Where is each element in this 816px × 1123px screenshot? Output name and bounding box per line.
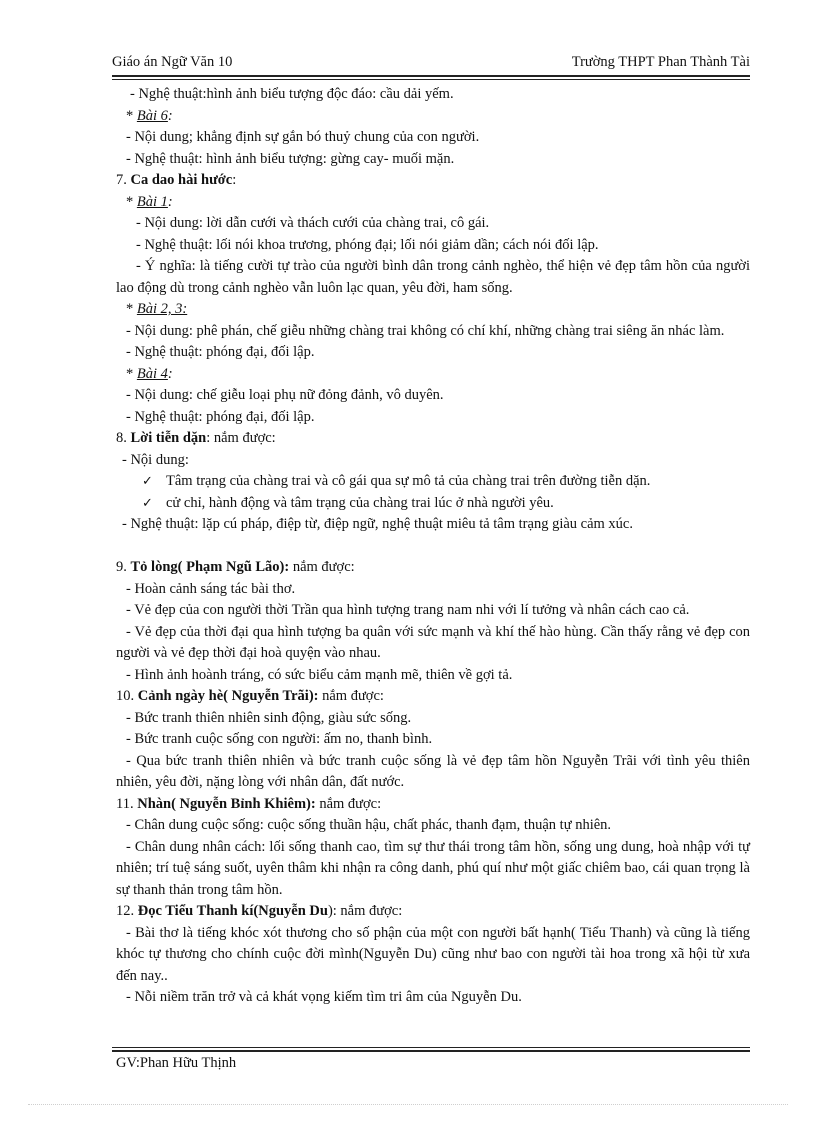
line: - Nội dung; khẳng định sự gắn bó thuỷ chung của con người. (126, 129, 480, 145)
paragraph: - Vẻ đẹp của thời đại qua hình tượng ba quân với sức mạnh và khí thế hào hùng. Cần thấy rằng vẻ đẹp con người và vẻ đẹp thời đại hoà quyện vào nhau. (116, 623, 750, 661)
checklist-item: ✓ cử chỉ, hành động và tâm trạng của chàng trai lúc ở nhà người yêu. (116, 493, 750, 515)
paragraph: - Bài thơ là tiếng khóc xót thương cho số phận của một con người bất hạnh( Tiểu Thanh) và cũng là tiếng khóc tự thương cho chính cuộc đời mình(Nguyễn Du) cũng như bao con người tài hoa trong xã hội từ xưa đến nay.. (116, 924, 750, 984)
document-body (116, 84, 750, 1009)
subheading: * Bài 6: (126, 107, 173, 124)
paragraph: - Ý nghĩa: là tiếng cười tự trào của người bình dân trong cảnh nghèo, thể hiện vẻ đẹp tâm hồn của người lao động dù trong cảnh nghèo vẫn luôn lạc quan, yêu đời, ham sống. (116, 258, 750, 296)
paragraph: - Vẻ đẹp của con người thời Trần qua hình tượng trang nam nhi với lí tưởng và nhân cách cao cả. (126, 602, 690, 618)
section-heading: 8. Lời tiễn dặn: nắm được: (116, 430, 276, 446)
check-icon: ✓ (142, 495, 153, 511)
line: - Nghệ thuật: phóng đại, đối lập. (126, 344, 315, 360)
line: - Bức tranh thiên nhiên sinh động, giàu sức sống. (126, 709, 412, 726)
spacer (116, 536, 750, 558)
header-right: Trường THPT Phan Thành Tài (571, 54, 750, 70)
paragraph: - Nội dung: phê phán, chế giễu những chàng trai không có chí khí, những chàng trai siêng ăn nhác làm. (126, 322, 725, 339)
line: - Nỗi niềm trăn trở và cả khát vọng kiếm tìm tri âm của Nguyễn Du. (126, 989, 522, 1005)
line: - Nghệ thuật: hình ảnh biểu tượng: gừng cay- muối mặn. (126, 150, 455, 167)
paragraph: - Chân dung nhân cách: lối sống thanh cao, tìm sự thư thái trong tâm hồn, sống ung dung, hoà nhập với tự nhiên; trí tuệ sáng suốt, uyên thâm khi nhận ra công danh, phú quí như một giấc chiêm bao, cái quan trọng là sự thanh thản trong tâm hồn. (116, 838, 750, 898)
line: - Nghệ thuật: phóng đại, đối lập. (126, 408, 315, 425)
page-footer: GV:Phan Hữu Thịnh (116, 1055, 237, 1071)
line: - Hình ảnh hoành tráng, có sức biểu cảm mạnh mẽ, thiên về gợi tả. (126, 666, 513, 683)
section-heading: 9. Tỏ lòng( Phạm Ngũ Lão): nắm được: (116, 559, 355, 575)
check-icon: ✓ (142, 474, 153, 489)
line: - Nghệ thuật: lối nói khoa trương, phóng đại; lối nói giảm dần; cách nói đối lập. (136, 236, 599, 253)
footer-rule-thin (112, 1047, 750, 1048)
line: - Nghệ thuật: lặp cú pháp, điệp từ, điệp ngữ, nghệ thuật miêu tả tâm trạng giàu cảm xúc. (122, 516, 633, 532)
header-left: Giáo án Ngữ Văn 10 (112, 54, 233, 70)
header-rule (112, 75, 750, 77)
subheading: * Bài 2, 3: (126, 301, 188, 317)
subheading: * Bài 4: (126, 365, 173, 382)
line: - Nội dung: (122, 451, 189, 468)
page-header (112, 54, 750, 71)
page-break-line (28, 1104, 788, 1105)
line: - Nghệ thuật:hình ảnh biểu tượng độc đáo: cầu dải yếm. (130, 86, 454, 102)
footer-rule (112, 1050, 750, 1052)
line: - Chân dung cuộc sống: cuộc sống thuần hậu, chất phác, thanh đạm, thuận tự nhiên. (126, 817, 612, 833)
line: - Bức tranh cuộc sống con người: ấm no, thanh bình. (126, 731, 433, 747)
paragraph: - Qua bức tranh thiên nhiên và bức tranh cuộc sống là vẻ đẹp tâm hồn Nguyễn Trãi với tình yêu thiên nhiên, yêu đời, nặng lòng với nhân dân, đất nước. (116, 752, 750, 790)
line: - Hoàn cảnh sáng tác bài thơ. (126, 580, 296, 597)
header-rule-thin (112, 79, 750, 80)
line: - Nội dung: chế giễu loại phụ nữ đỏng đảnh, vô duyên. (126, 387, 444, 403)
section-heading: 10. Cảnh ngày hè( Nguyễn Trãi): nắm được: (116, 688, 384, 704)
checklist-item: ✓ Tâm trạng của chàng trai và cô gái qua sự mô tả của chàng trai trên đường tiễn dặn. (116, 471, 750, 493)
subheading: * Bài 1: (126, 193, 173, 210)
section-heading: 11. Nhàn( Nguyễn Bỉnh Khiêm): nắm được: (116, 795, 382, 812)
section-heading: 7. Ca dao hài hước: (116, 172, 237, 188)
line: - Nội dung: lời dẫn cưới và thách cưới của chàng trai, cô gái. (136, 215, 490, 231)
section-heading: 12. Đọc Tiểu Thanh kí(Nguyễn Du): nắm được: (116, 903, 403, 919)
